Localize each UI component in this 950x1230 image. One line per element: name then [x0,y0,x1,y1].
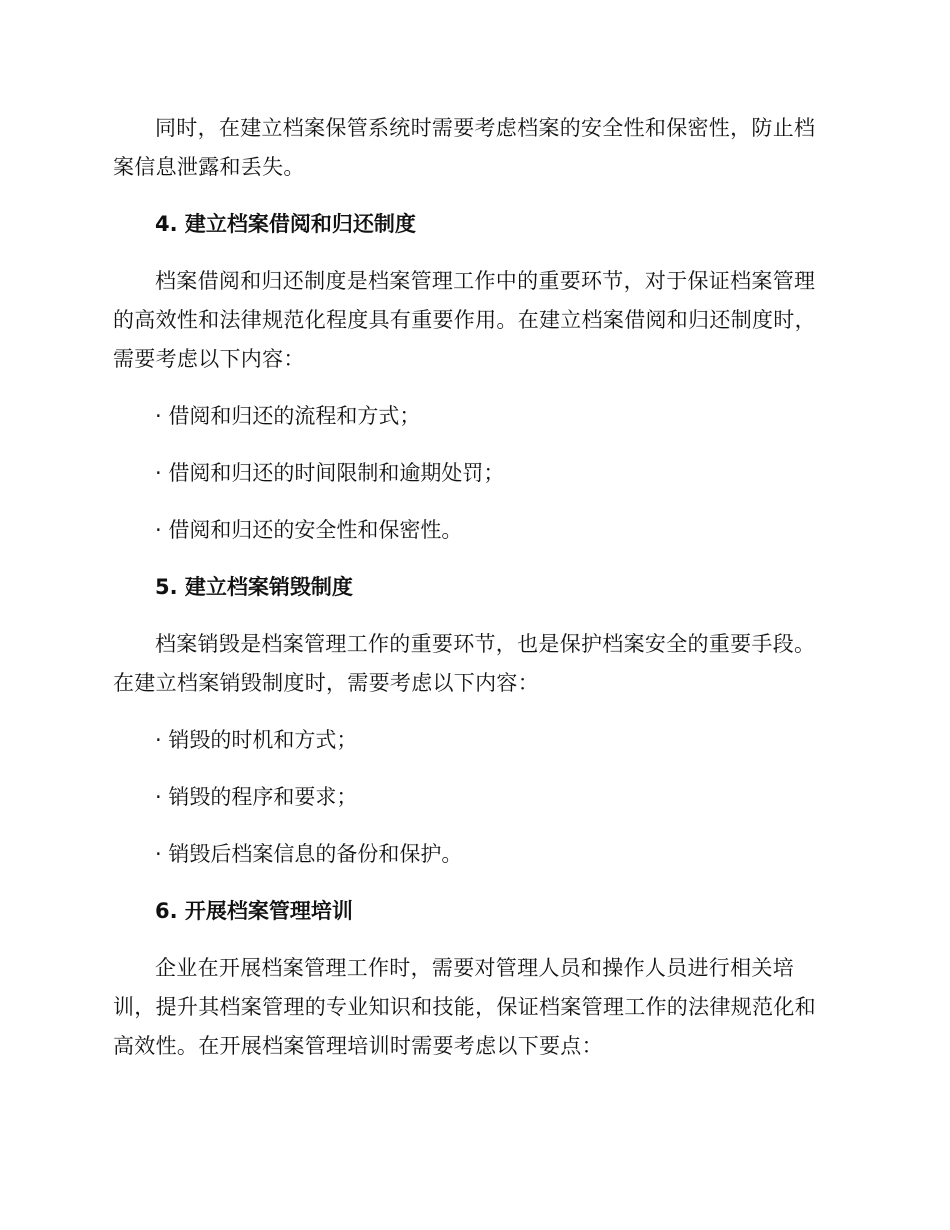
bullet-item: · 销毁的时机和方式； [155,728,358,752]
paragraph-archive-storage: 同时，在建立档案保管系统时需要考虑档案的安全性和保密性，防止档案信息泄露和丢失。 [113,116,816,179]
paragraph-destruction: 档案销毁是档案管理工作的重要环节，也是保护档案安全的重要手段。在建立档案销毁制度时，需要考虑以下内容： [113,632,816,695]
document-body [113,109,833,1066]
paragraph-training: 企业在开展档案管理工作时，需要对管理人员和操作人员进行相关培训，提升其档案管理的专业知识和技能，保证档案管理工作的法律规范化和高效性。在开展档案管理培训时需要考虑以下要点： [113,956,816,1058]
section-heading-borrow-return: 4. 建立档案借阅和归还制度 [155,212,416,236]
paragraph-borrow-return: 档案借阅和归还制度是档案管理工作中的重要环节，对于保证档案管理的高效性和法律规范化程度具有重要作用。在建立档案借阅和归还制度时，需要考虑以下内容： [113,269,816,371]
bullet-item: · 借阅和归还的安全性和保密性。 [155,518,463,542]
bullet-item: · 销毁后档案信息的备份和保护。 [155,842,463,866]
bullet-item: · 借阅和归还的时间限制和逾期处罚； [155,461,505,485]
bullet-item: · 借阅和归还的流程和方式； [155,404,421,428]
bullet-item: · 销毁的程序和要求； [155,785,358,809]
section-heading-training: 6. 开展档案管理培训 [155,899,353,923]
section-heading-destruction: 5. 建立档案销毁制度 [155,575,353,599]
